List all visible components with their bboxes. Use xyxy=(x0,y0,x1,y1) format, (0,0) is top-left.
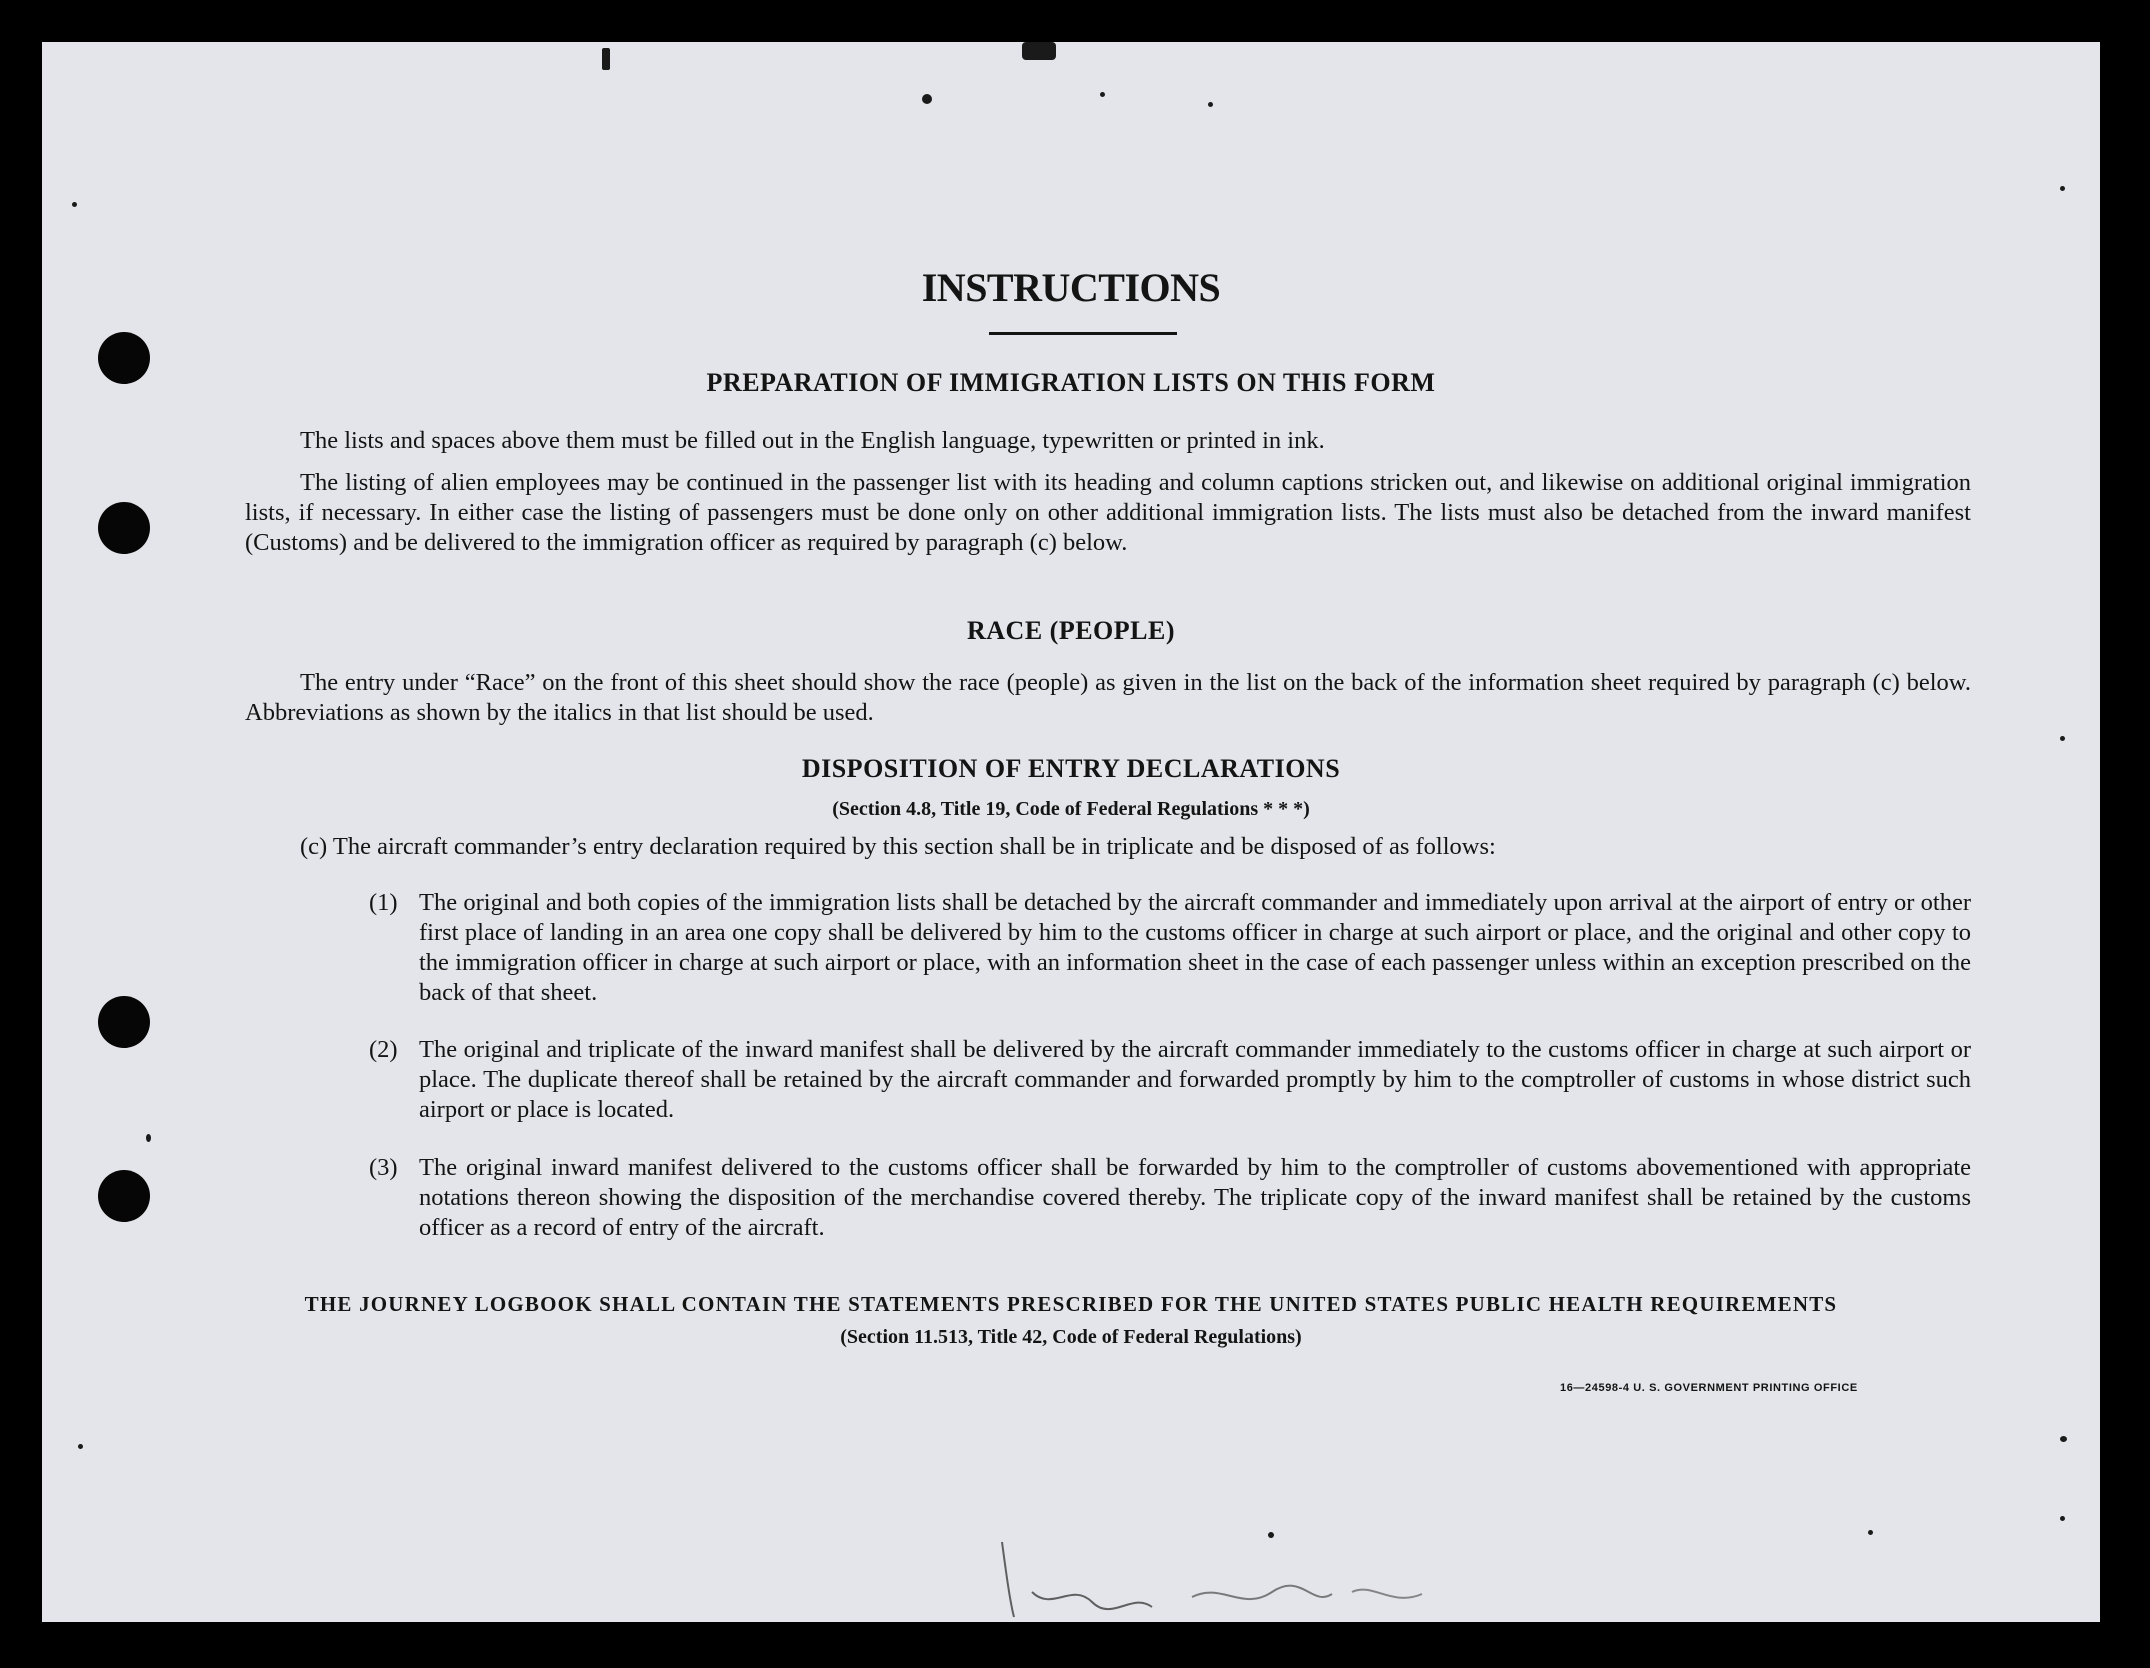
citation-disposition: (Section 4.8, Title 19, Code of Federal Regulations * * *) xyxy=(832,798,1310,820)
citation-health: (Section 11.513, Title 42, Code of Federal Regulations) xyxy=(840,1326,1302,1348)
scan-speck xyxy=(2060,1436,2067,1442)
page-title: INSTRUCTIONS xyxy=(921,265,1221,310)
scan-speck xyxy=(2060,736,2065,741)
scan-speck xyxy=(146,1134,151,1142)
list-item-number: (1) xyxy=(369,889,398,916)
scan-speck xyxy=(1868,1530,1873,1535)
list-item-number: (2) xyxy=(369,1036,398,1063)
scan-speck xyxy=(1022,42,1056,60)
section-heading-preparation: PREPARATION OF IMMIGRATION LISTS ON THIS FORM xyxy=(706,368,1436,397)
punch-hole xyxy=(98,1170,150,1222)
section-heading-race: RACE (PEOPLE) xyxy=(967,616,1175,645)
paragraph-disposition-lead: (c) The aircraft commander’s entry declaration required by this section shall be in triplicate and be disposed of as follows: xyxy=(300,833,1496,860)
list-item xyxy=(369,1153,1971,1243)
list-item xyxy=(369,888,1971,1008)
title-underline xyxy=(989,332,1177,335)
paragraph-race: The entry under “Race” on the front of this sheet should show the race (people) as given in the list on the back of the information sheet required by paragraph (c) below. Abbreviations as shown by the italics in that list should be used. xyxy=(245,669,1971,726)
scan-speck xyxy=(602,48,610,70)
scan-speck xyxy=(2060,186,2065,191)
scan-speck xyxy=(2060,1516,2065,1521)
printer-mark: 16—24598-4 U. S. GOVERNMENT PRINTING OFFICE xyxy=(1560,1382,1858,1394)
list-item-text: The original inward manifest delivered to the customs officer shall be forwarded by him to the comptroller of customs abovementioned with appropriate notations thereon showing the disposition of the merchandise covered thereby. The triplicate copy of the inward manifest shall be retained by the customs officer as a record of entry of the aircraft. xyxy=(419,1154,1971,1241)
document-page xyxy=(42,42,2100,1622)
health-statement: THE JOURNEY LOGBOOK SHALL CONTAIN THE STATEMENTS PRESCRIBED FOR THE UNITED STATES PUBLIC HEALTH REQUIREMENTS xyxy=(304,1292,1838,1316)
scan-speck xyxy=(1208,102,1213,107)
list-item xyxy=(369,1035,1971,1125)
section-heading-disposition: DISPOSITION OF ENTRY DECLARATIONS xyxy=(801,754,1341,783)
scan-speck xyxy=(922,94,932,104)
handwritten-signature xyxy=(992,1522,1452,1622)
list-item-text: The original and triplicate of the inward manifest shall be delivered by the aircraft commander immediately to the customs officer in charge at such airport or place. The duplicate thereof shall be retained by the aircraft commander and forwarded promptly by him to the comptroller of customs in whose district such airport or place is located. xyxy=(419,1036,1971,1123)
punch-hole xyxy=(98,502,150,554)
list-item-text: The original and both copies of the immigration lists shall be detached by the aircraft commander and immediately upon arrival at the airport of entry or other first place of landing in an area one copy shall be delivered by him to the customs officer in charge at such airport or place, and the original and other copy to the immigration officer in charge at such airport or place, with an information sheet in the case of each passenger unless within an exception prescribed on the back of that sheet. xyxy=(419,889,1971,1006)
list-item-number: (3) xyxy=(369,1154,398,1181)
paragraph-preparation-1: The lists and spaces above them must be filled out in the English language, typewritten or printed in ink. xyxy=(300,427,1325,454)
scan-speck xyxy=(1100,92,1105,97)
paragraph-preparation-2: The listing of alien employees may be continued in the passenger list with its heading and column captions stricken out, and likewise on additional original immigration lists, if necessary. In either case the listing of passengers must be done only on other additional immigration lists. The lists must also be detached from the inward manifest (Customs) and be delivered to the immigration officer as required by paragraph (c) below. xyxy=(245,469,1971,556)
scan-speck xyxy=(78,1444,83,1449)
scan-speck xyxy=(72,202,77,207)
punch-hole xyxy=(98,996,150,1048)
